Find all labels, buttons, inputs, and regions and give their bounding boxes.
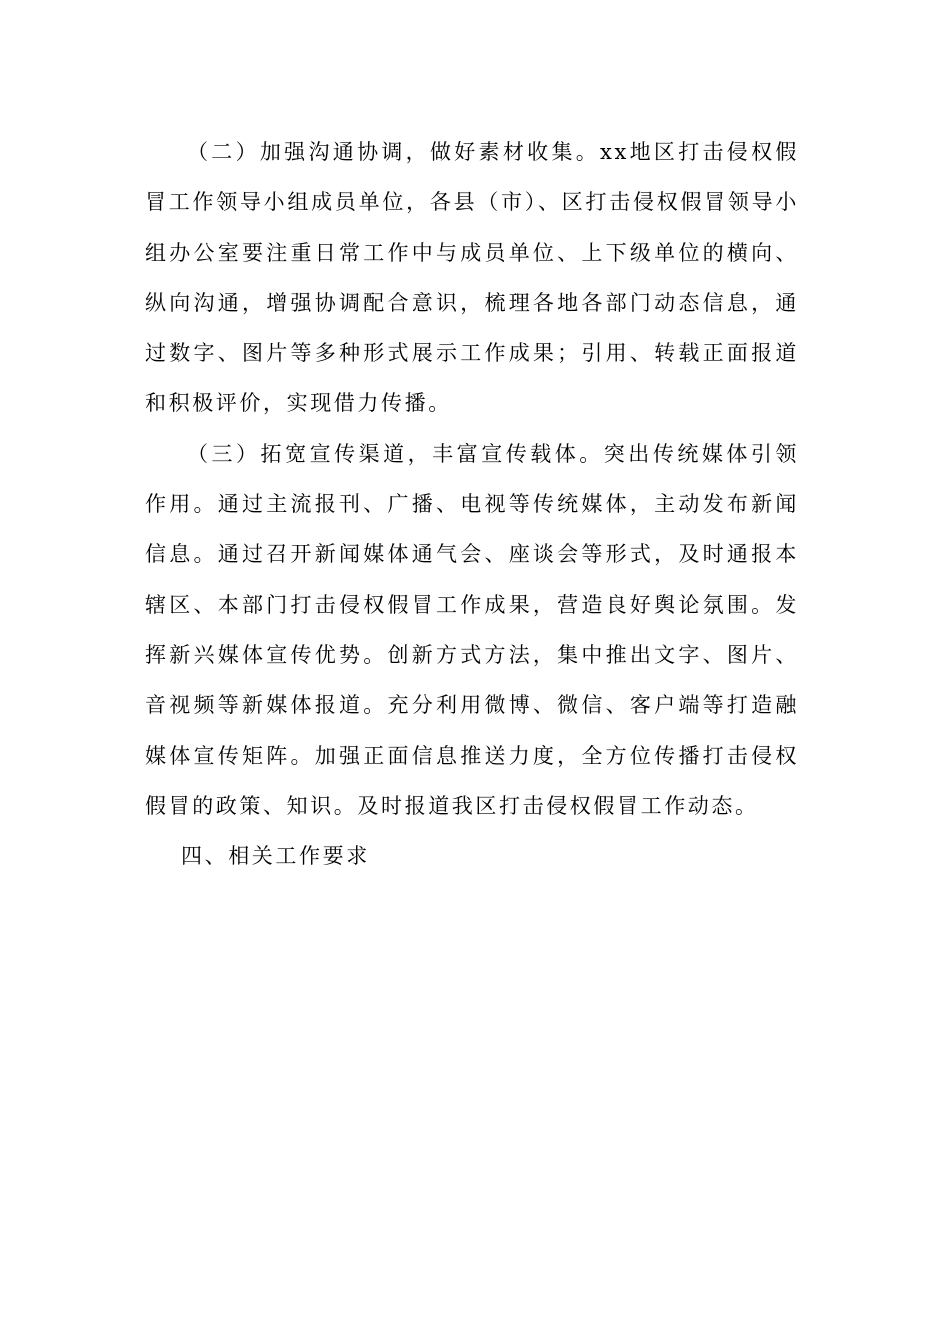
paragraph-communication-coordination: （二）加强沟通协调，做好素材收集。xx地区打击侵权假冒工作领导小组成员单位，各县（市）、区打击侵权假冒领导小组办公室要注重日常工作中与成员单位、上下级单位的横向、纵向沟通，增强协调配合意识，梳理各地各部门动态信息，通过数字、图片等多种形式展示工作成果；引用、转载正面报道和积极评价，实现借力传播。 (145, 140, 799, 416)
paragraph-publicity-channels: （三）拓宽宣传渠道，丰富宣传载体。突出传统媒体引领作用。通过主流报刊、广播、电视等传统媒体，主动发布新闻信息。通过召开新闻媒体通气会、座谈会等形式，及时通报本辖区、本部门打击侵权假冒工作成果，营造良好舆论氛围。发挥新兴媒体宣传优势。创新方式方法，集中推出文字、图片、音视频等新媒体报道。充分利用微博、微信、客户端等打造融媒体宣传矩阵。加强正面信息推送力度，全方位传播打击侵权假冒的政策、知识。及时报道我区打击侵权假冒工作动态。 (145, 441, 799, 818)
document-body (145, 127, 799, 881)
section-heading-work-requirements: 四、相关工作要求 (181, 844, 370, 869)
